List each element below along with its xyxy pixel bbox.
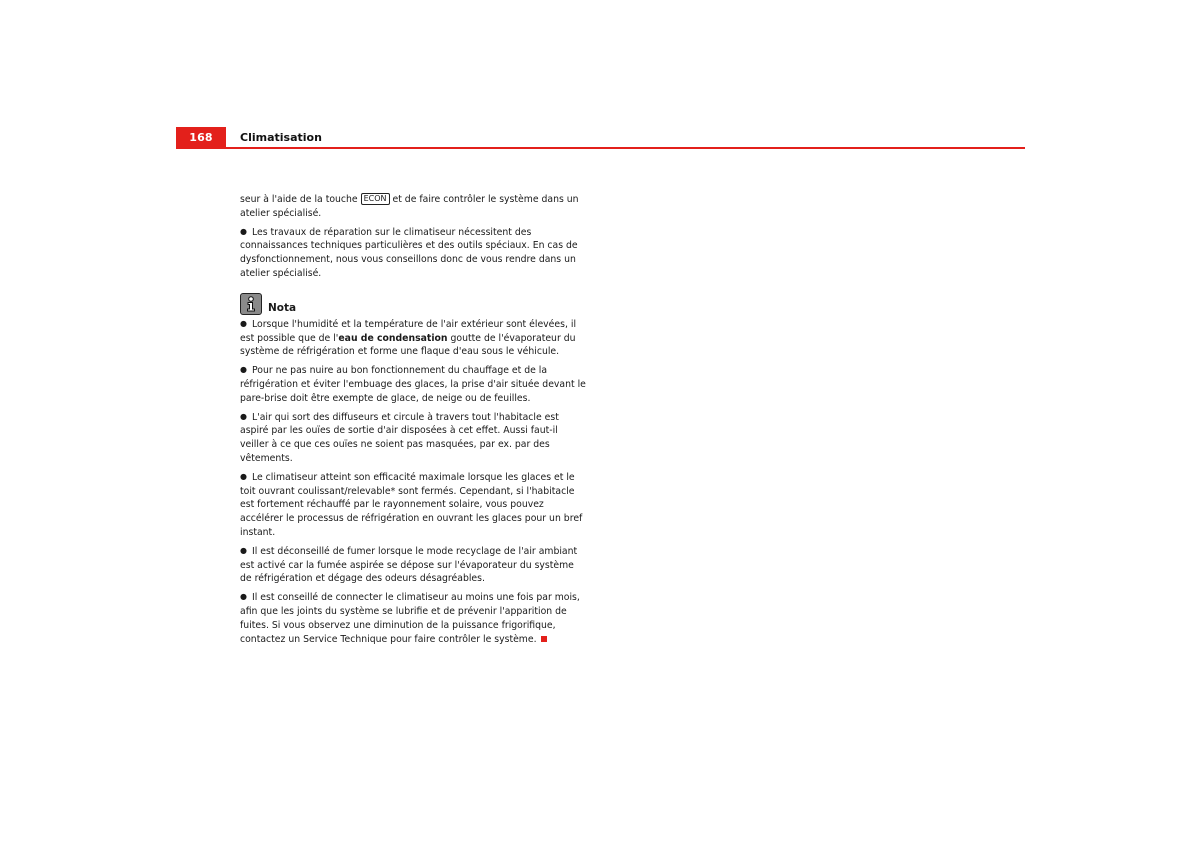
page-header	[176, 127, 1025, 149]
bullet-icon: ●	[240, 411, 247, 421]
info-glyph-icon	[244, 296, 258, 312]
nota-item-3-text: L'air qui sort des diffuseurs et circule à travers tout l'habitacle est aspiré par les ouïes de sortie d'air disposées à cet effet. Aussi faut-il veiller à ce que ces ouïes ne soient pas masquées, par ex. par des vêtements.	[240, 411, 559, 464]
bullet-icon: ●	[240, 592, 247, 602]
nota-item	[240, 363, 586, 405]
bullet-icon: ●	[240, 471, 247, 481]
nota-item-1-text: Lorsque l'humidité et la température de l'air extérieur sont élevées, il est possible que de l'	[240, 318, 577, 344]
nota-title: Nota	[268, 301, 297, 314]
bullet-icon: ●	[240, 545, 247, 555]
bullet-icon: ●	[240, 365, 247, 375]
section-end-icon	[541, 636, 547, 642]
page-number: 168	[176, 127, 226, 148]
nota-item-2-text: Pour ne pas nuire au bon fonctionnement du chauffage et de la réfrigération et éviter l'embuage des glaces, la prise d'air située devant le pare-brise doit être exempte de glace, de neige ou de feuilles.	[240, 365, 586, 404]
econ-key-symbol: ECON	[361, 193, 390, 205]
nota-item-4-text: Le climatiseur atteint son efficacité maximale lorsque les glaces et le toit ouvrant coulissant/relevable* sont fermés. Cependant, si l'habitacle est fortement réchauffé par le rayonnement solaire, vous pouvez accélérer le processus de réfrigération en ouvrant les glaces pour un bref instant.	[240, 471, 583, 538]
bullet-text: Les travaux de réparation sur le climatiseur nécessitent des connaissances techniques particulières et des outils spéciaux. En cas de dysfonctionnement, nous vous conseillons donc de vous rendre dans un atelier spécialisé.	[240, 226, 578, 279]
nota-item	[240, 317, 586, 359]
nota-item	[240, 590, 586, 646]
nota-item	[240, 470, 586, 540]
nota-item-6-text: Il est conseillé de connecter le climatiseur au moins une fois par mois, afin que les joints du système se lubrifie et de prévenir l'apparition de fuites. Si vous observez une diminution de la puissance frigorifique, contactez un Service Technique pour faire contrôler le système.	[240, 592, 580, 645]
chapter-title: Climatisation	[240, 131, 322, 144]
intro-text-2: et de faire contrôler le système dans un atelier spécialisé.	[240, 194, 579, 219]
main-text-column	[240, 193, 586, 650]
intro-text-1: seur à l'aide de la touche	[240, 194, 361, 205]
nota-item-5-text: Il est déconseillé de fumer lorsque le mode recyclage de l'air ambiant est activé car la fumée aspirée se dépose sur l'évaporateur du système de réfrigération et dégage des odeurs désagréables.	[240, 545, 578, 585]
nota-item-1-text-end: goutte de l'évaporateur du système de réfrigération et forme une flaque d'eau sous le véhicule.	[240, 332, 576, 358]
nota-heading	[240, 293, 586, 315]
nota-item-1-bold: eau de condensation	[338, 332, 448, 344]
bullet-icon: ●	[240, 226, 247, 236]
info-icon	[240, 293, 262, 315]
bullet-icon: ●	[240, 318, 247, 328]
header-rule	[176, 147, 1025, 149]
nota-item	[240, 410, 586, 466]
nota-item	[240, 544, 586, 586]
intro-paragraph	[240, 193, 586, 221]
bullet-item	[240, 225, 586, 281]
